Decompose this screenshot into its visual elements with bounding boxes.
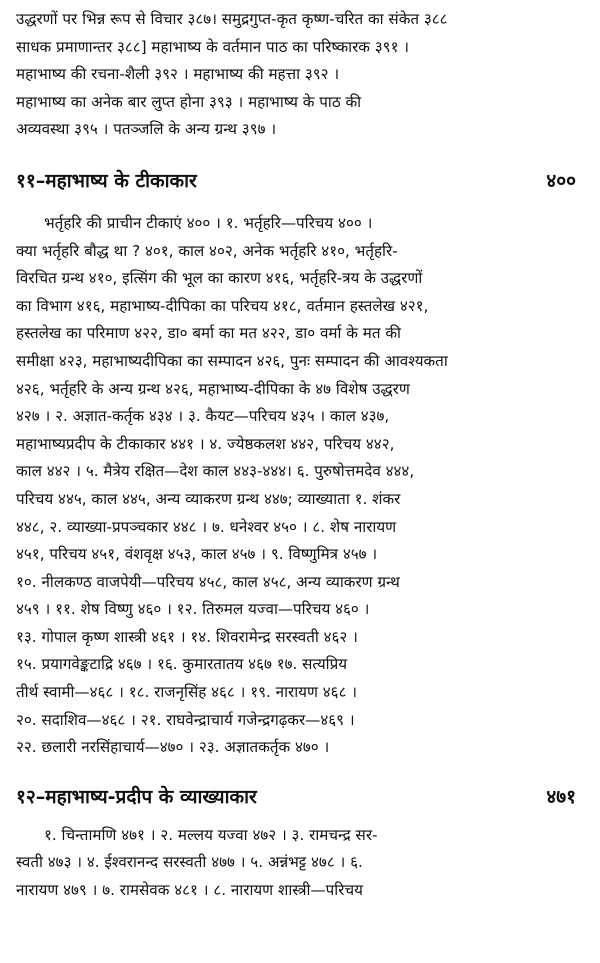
text-line: क्या भर्तृहरि बौद्ध था ? ४०१, काल ४०२, अनेक भर्तृहरि ४१०, भर्तृहरि- bbox=[16, 241, 398, 260]
text-line: समीक्षा ४२३, महाभाष्यदीपिका का सम्पादन ४२६, पुनः सम्पादन की आवश्यकता bbox=[16, 351, 448, 370]
text-line: ४४८, २. व्याख्या-प्रपञ्चकार ४४८ । ७. धनेश्वर ४५० । ८. शेष नारायण bbox=[16, 517, 397, 536]
text-line: अव्यवस्था ३९५ । पतञ्जलि के अन्य ग्रन्थ ३९७ । bbox=[16, 120, 277, 139]
text-line: भर्तृहरि की प्राचीन टीकाएं ४०० । १. भर्तृहरि—परिचय ४०० । bbox=[44, 213, 373, 232]
text-line: परिचय ४४५, काल ४४५, अन्य व्याकरण ग्रन्थ ४४७; व्याख्याता १. शंकर bbox=[16, 489, 401, 508]
section-11-page-number: ४०० bbox=[546, 169, 576, 192]
text-line: विरचित ग्रन्थ ४१०, इत्सिंग की भूल का कारण ४१६, भर्तृहरि-त्रय के उद्धरणों bbox=[16, 269, 423, 288]
text-line: महाभाष्य की रचना-शैली ३९२ । महाभाष्य की महत्ता ३९२ । bbox=[16, 65, 340, 84]
text-line: १३. गोपाल कृष्ण शास्त्री ४६१ । १४. शिवरामेन्द्र सरस्वती ४६२ । bbox=[16, 627, 358, 646]
text-line: का विभाग ४१६, महाभाष्य-दीपिका का परिचय ४१८, वर्तमान हस्तलेख ४२१, bbox=[16, 296, 429, 315]
text-line: उद्धरणों पर भिन्न रूप से विचार ३८७। समुद्रगुप्त-कृत कृष्ण-चरित का संकेत ३८८ bbox=[16, 10, 448, 28]
text-line: महाभाष्यप्रदीप के टीकाकार ४४१ । ४. ज्येष्ठकलश ४४२, परिचय ४४२, bbox=[16, 434, 395, 453]
text-line: नारायण ४७९ । ७. रामसेवक ४८१ । ८. नारायण शास्त्री—परिचय bbox=[16, 881, 363, 900]
text-line: २२. छलारी नरसिंहाचार्य—४७० । २३. अज्ञातकर्तृक ४७० । bbox=[16, 738, 330, 757]
text-line: ४२६, भर्तृहरि के अन्य ग्रन्थ ४२६, महाभाष्य-दीपिका के ४७ विशेष उद्धरण bbox=[16, 379, 410, 398]
text-line: काल ४४२ । ५. मैत्रेय रक्षित—देश काल ४४३-४४४। ६. पुरुषोत्तमदेव ४४४, bbox=[16, 462, 415, 481]
section-11-paragraph bbox=[16, 210, 586, 762]
section-11-title: ११–महाभाष्य के टीकाकार bbox=[16, 169, 197, 192]
text-line: ४२७ । २. अज्ञात-कर्तृक ४३४ । ३. कैयट—परिचय ४३५ । काल ४३७, bbox=[16, 407, 390, 426]
section-12-page-number: ४७१ bbox=[546, 785, 576, 808]
text-line: १०. नीलकण्ठ वाजपेयी—परिचय ४५८, काल ४५८, अन्य व्याकरण ग्रन्थ bbox=[16, 572, 400, 591]
text-line: ४५१, परिचय ४५१, वंशवृक्ष ४५३, काल ४५७ । ९. विष्णुमित्र ४५७ । bbox=[16, 545, 378, 564]
text-line: १५. प्रयागवेङ्कटाद्रि ४६७ । १६. कुमारतातय ४६७ १७. सत्यप्रिय bbox=[16, 655, 348, 674]
text-line: स्वती ४७३ । ४. ईश्वरानन्द सरस्वती ४७७ । ५. अन्नंभट्ट ४७८ । ६. bbox=[16, 853, 363, 872]
section-12-title: १२–महाभाष्य-प्रदीप के व्याख्याकार bbox=[16, 785, 257, 808]
text-line: हस्तलेख का परिमाण ४२२, डा० बर्मा का मत ४२२, डा० वर्मा के मत की bbox=[16, 324, 401, 343]
text-line: १. चिन्तामणि ४७१ । २. मल्लय यज्वा ४७२ । ३. रामचन्द्र सर- bbox=[44, 825, 378, 844]
section-11-heading bbox=[16, 166, 586, 196]
section-12-heading bbox=[16, 782, 586, 812]
text-line: २०. सदाशिव—४६८ । २१. राघवेन्द्राचार्य गजेन्द्रगढ़कर—४६९ । bbox=[16, 710, 355, 729]
intro-paragraph bbox=[16, 0, 586, 144]
text-line: साधक प्रमाणान्तर ३८८] महाभाष्य के वर्तमान पाठ का परिष्कारक ३९१ । bbox=[16, 37, 410, 56]
text-line: ४५९ । ११. शेष विष्णु ४६० । १२. तिरुमल यज्वा—परिचय ४६० । bbox=[16, 600, 370, 619]
section-12-paragraph bbox=[16, 822, 586, 905]
text-line: महाभाष्य का अनेक बार लुप्त होना ३९३ । महाभाष्य के पाठ की bbox=[16, 92, 362, 111]
text-line: तीर्थ स्वामी—४६८ । १८. राजनृसिंह ४६८ । १९. नारायण ४६८ । bbox=[16, 683, 358, 702]
